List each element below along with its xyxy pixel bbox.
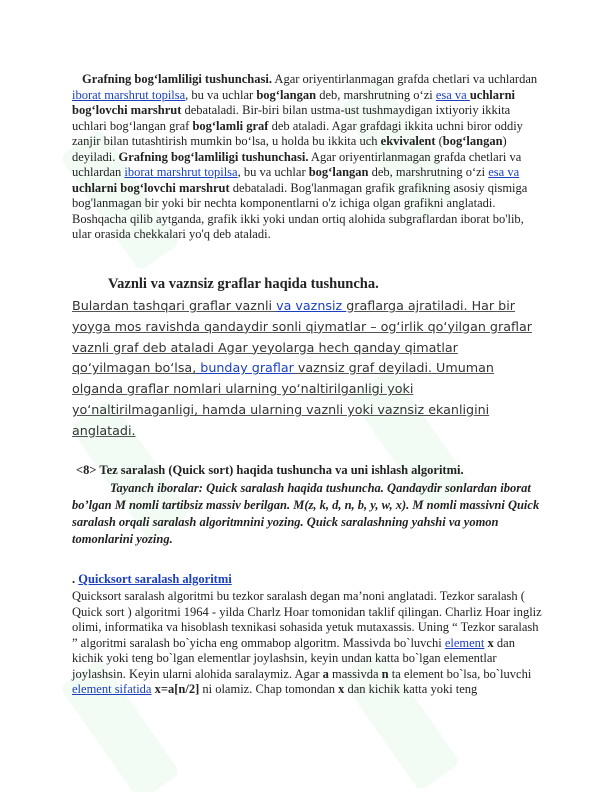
text: Quicksort saralash algoritmi bu tezkor saralash degan ma’noni anglatadi. Tezkor saralash ( Quick sort ) algoritmi 1964 - yilda Charlz Hoar tomonidan taklif qilingan. Charliz Hoar ingliz olimi, informatika va hisoblash texnikasi sohasida yetuk mutaxassis. Uning “ Tezkor saralash ” algoritmi saralash bo`yicha eng ommabop algoritm. Massivda bo`luvchi [72, 589, 542, 650]
text: deb ataladi. Agar grafdagi ikkita uchni biror oddiy zanjir bilan tutashtirish mumkin bo‘lsa, u holda bu ikkita uch [72, 118, 523, 148]
quicksort-heading [72, 572, 542, 587]
link-va-vaznsiz[interactable]: va vaznsiz [276, 298, 347, 313]
text: ta element bo`lsa, bo`luvchi [388, 666, 532, 681]
term-bold: n [381, 666, 389, 681]
question-title: <8> Tez saralash (Quick sort) haqida tushuncha va uni ishlash algoritmi. [76, 463, 464, 477]
text: ( [435, 134, 443, 148]
text: debataladi. Bir-biri bilan ustma-ust tushmaydigan ixtiyoriy ikkita uchlari bog‘langan graf [72, 103, 511, 133]
text: , bu va uchlar [185, 87, 257, 102]
term-bold: x [484, 635, 494, 650]
link-element[interactable]: element [444, 635, 485, 650]
text: Tayanch iboralar: Quick saralash haqida tushuncha. Qandaydir sonlardan iborat bo’lgan M nomli tartibsiz massiv berilgan. M(z, k, d, n, b, y, w, x). M nomli massivni Quick saralash orqali saralash algoritmnini yozing. Quick saralashning yahshi va yomon tomonlarini yozing. [72, 481, 540, 546]
text: deb, marshrutning o‘zi [368, 165, 489, 179]
text: dan kichik katta yoki teng [344, 682, 478, 696]
term-bold: a [322, 666, 329, 681]
text: ni olamiz. Chap tomondan [199, 682, 339, 696]
text: massivda [328, 666, 382, 681]
text: debataladi. Bog'lanmagan grafik grafikning asosiy qismiga bog'lanmagan bir yoki bir nechta komponentlarni o'z ichiga olgan grafikni anglatadi. Boshqacha qilib aytganda, grafik ikki yoki undan ortiq alohida subgraflardan iborat bo'lib, ular orasida chekkalari yo'q deb ataladi. [72, 180, 528, 241]
text: Agar oriyentirlanmagan grafda chetlari va uchlardan [72, 149, 522, 179]
term-bold: Grafning bog‘lamliligi tushunchasi. [82, 72, 272, 86]
text: dan kichik yoki teng bo`lgan elementlar joylashsin, keyin undan katta bo`lgan elementlar joylashsin. Keyin ularni alohida saralaymiz. Agar [72, 635, 515, 681]
text: deb, marshrutning o‘zi [316, 87, 436, 102]
link-quicksort-algorithm[interactable]: Quicksort saralash algoritmi [78, 572, 232, 586]
term-bold: uchlarni bog‘lovchi marshrut [72, 87, 516, 117]
text: Agar oriyentirlanmagan grafda chetlari va uchlardan [271, 72, 538, 86]
text: vaznsiz graf deyiladi. Umuman olganda graflar nomlari ularning yo‘naltirilganligi yoki yo‘naltirilmaganligi, hamda ularning vaznli yoki vaznsiz ekanligini anglatadi. [72, 360, 494, 438]
link-esa-va[interactable]: esa va [435, 87, 470, 102]
text: ) deyiladi. [72, 134, 507, 164]
link-iborat-marshrut-2[interactable]: iborat marshrut topilsa [124, 165, 238, 179]
term-bold: bog‘langan [256, 87, 317, 102]
term-bold: x [338, 682, 345, 696]
link-element-sifatida[interactable]: element sifatida [72, 682, 152, 696]
link-iborat-marshrut[interactable]: iborat marshrut topilsa [72, 87, 186, 102]
link-esa-va-2[interactable]: esa va [488, 165, 520, 179]
section-heading-weighted-graphs: Vaznli va vaznsiz graflar haqida tushuncha. [108, 276, 379, 292]
text: graflarga ajratiladi. Har bir yoyga mos ravishda qandaydir sonli qiymatlar – og‘irlik qo‘yilgan graflar vaznli graf deb ataladi Agar yeyolarga hech qanday qimatlar qo‘yilmagan bo‘lsa, [72, 298, 532, 376]
text: , bu va uchlar [237, 165, 309, 179]
term-bold: bog‘langan [308, 165, 369, 179]
paragraph-quicksort [72, 589, 542, 698]
paragraph-graph-connectivity [72, 72, 542, 243]
term-bold: Grafning bog‘lamliligi tushunchasi. [118, 149, 309, 164]
term-bold: bog‘langan [442, 134, 503, 148]
term-bold: bog‘lamli graf [192, 118, 269, 133]
term-bold: x=a[n/2] [151, 682, 200, 696]
keywords-paragraph [72, 480, 542, 548]
paragraph-weighted-graphs [72, 296, 534, 442]
link-bunday-graflar[interactable]: bunday graflar [196, 360, 294, 376]
term-bold: ekvivalent [380, 134, 436, 148]
text: Bulardan tashqari graflar vaznli [72, 298, 277, 313]
text: . [72, 572, 79, 586]
term-bold: uchlarni bog‘lovchi marshrut [72, 180, 230, 195]
